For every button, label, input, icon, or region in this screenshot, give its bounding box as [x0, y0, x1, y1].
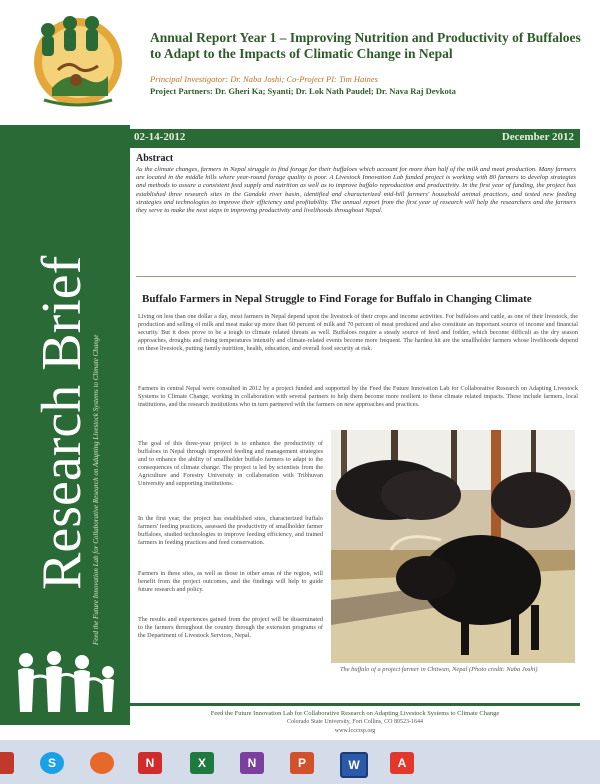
paragraph-1: Living on less than one dollar a day, most farmers in Nepal depend upon the livestock of their crops and income activities. For buffaloes and cattle, as one of their livestock, the production and selling of milk and meat make up more than 60 percent of milk and 70 percent of meat produced and also constitute an important source of income and financial security. But it does prove to be a tough to climate related threats as well. Buffaloes require a steady source of feed and fodder, which become difficult as the dry season approaches, droughts and rising temperatures intensify and climate-related events become more frequent. The hardest hit are the smallholder farmers whose livelihoods depend on these livestock, putting family nutrition, health, education, and overall food security at risk. — [138, 313, 578, 352]
paragraph-2: Farmers in central Nepal were consulted in 2012 by a project funded and supported by the Feed the Future Innovation Lab for Collaborative Research on Adapting Livestock Systems to Climate Change, working in collaboration with several partners to help them become more resilient to these climate related impacts. These include farmers, local institutions, and the research institutions who in turn partnered with the farmers on new approaches and practices. — [138, 385, 578, 408]
paragraph-6: The results and experiences gained from the project will be disseminated to the farmers throughout the country through the extension programs of the Department of Livestock Services, Nepal. — [138, 616, 323, 639]
paragraph-5: Farmers in these sites, as well as those in other areas of the region, will benefit from the project outcomes, and the findings will help to guide future research and policy. — [138, 570, 323, 593]
band-title — [30, 140, 100, 590]
skype-icon[interactable]: S — [40, 752, 64, 774]
footer-line-1: Feed the Future Innovation Lab for Collaborative Research on Adapting Livestock Systems to Climate Change — [210, 710, 500, 717]
principal-investigator: Principal Investigator: Dr. Naba Joshi; Co-Project PI: Tim Haines — [150, 74, 378, 84]
word-icon[interactable]: W — [340, 752, 368, 778]
issue-date: December 2012 — [501, 131, 574, 143]
article-heading: Buffalo Farmers in Nepal Struggle to Find Forage for Buffalo in Changing Climate — [142, 293, 532, 305]
band-subtitle-text: Feed the Future Innovation Lab for Collaborative Research on Adapting Livestock Systems to Climate Change — [92, 334, 100, 645]
footer-rule — [130, 703, 580, 706]
date-bar — [130, 129, 580, 148]
excel-icon[interactable]: X — [190, 752, 214, 774]
issue-number: 02-14-2012 — [134, 131, 186, 143]
paragraph-4: In the first year, the project has established sites, characterized buffalo farmers' feeding practices, assessed the productivity of smallholder farmer buffaloes, studied technologies to improve feeding efficiency, and trained farmers in feeding practices and feed conservation. — [138, 515, 323, 546]
project-partners: Project Partners: Dr. Gheri Ka; Syanti; Dr. Lok Nath Paudel; Dr. Nava Raj Devkota — [150, 86, 456, 96]
report-title: Annual Report Year 1 – Improving Nutrition and Productivity of Buffaloes to Adapt to the Impacts of Climatic Change in Nepal — [150, 30, 581, 61]
band-title-text: Research Brief — [31, 255, 93, 590]
search-icon[interactable] — [0, 752, 14, 774]
onenote-icon[interactable]: N — [240, 752, 264, 774]
firefox-icon[interactable] — [90, 752, 114, 774]
paragraph-3: The goal of this three-year project is to enhance the productivity of buffaloes in Nepal through improved feeding and management strategies and to enhance the ability of smallholder buffalo farmers to adapt to the consequences of climate change. The project is led by scientists from the Agriculture and Forestry University in collaboration with Tribhuvan University and supporting institutions. — [138, 440, 323, 487]
powerpoint-icon[interactable]: P — [290, 752, 314, 774]
divider — [136, 276, 576, 277]
photo-caption: The buffalo of a project farmer in Chitwan, Nepal (Photo credit: Naba Joshi) — [340, 666, 538, 673]
buffalo-photo — [331, 430, 575, 663]
footer-line-2: Colorado State University, Fort Collins, CO 80523-1644 — [287, 719, 423, 725]
people-figures-icon — [12, 650, 122, 720]
nitro-icon[interactable]: N — [138, 752, 162, 774]
abstract-body: As the climate changes, farmers in Nepal struggle to find forage for their buffaloes which account for more than half of the milk and meat production. Many farmers are located in the middle hills where year-round forage quality is poor. A Livestock Innovation Lab funded project is working with 80 farmers to develop strategies and methods to assure a consistent feed supply and nutrition as well as to improve buffalo reproduction and productivity. In the first year of funding, the project has established three research sites in the Gandaki river basin, identified and characterized mid-hill farmers' household animal practices, and tested new feeding strategies and technologies to improve their efficiency and profitability. The annual report from the first year of research will help the researchers and the farmers they serve to make the next steps in improving productivity and livelihoods throughout Nepal. — [136, 166, 576, 215]
band-subtitle — [92, 125, 104, 645]
abstract-heading: Abstract — [136, 153, 174, 164]
footer-line-3: www.lcccrsp.org — [334, 728, 376, 734]
acrobat-icon[interactable]: A — [390, 752, 414, 774]
program-logo — [28, 10, 128, 110]
